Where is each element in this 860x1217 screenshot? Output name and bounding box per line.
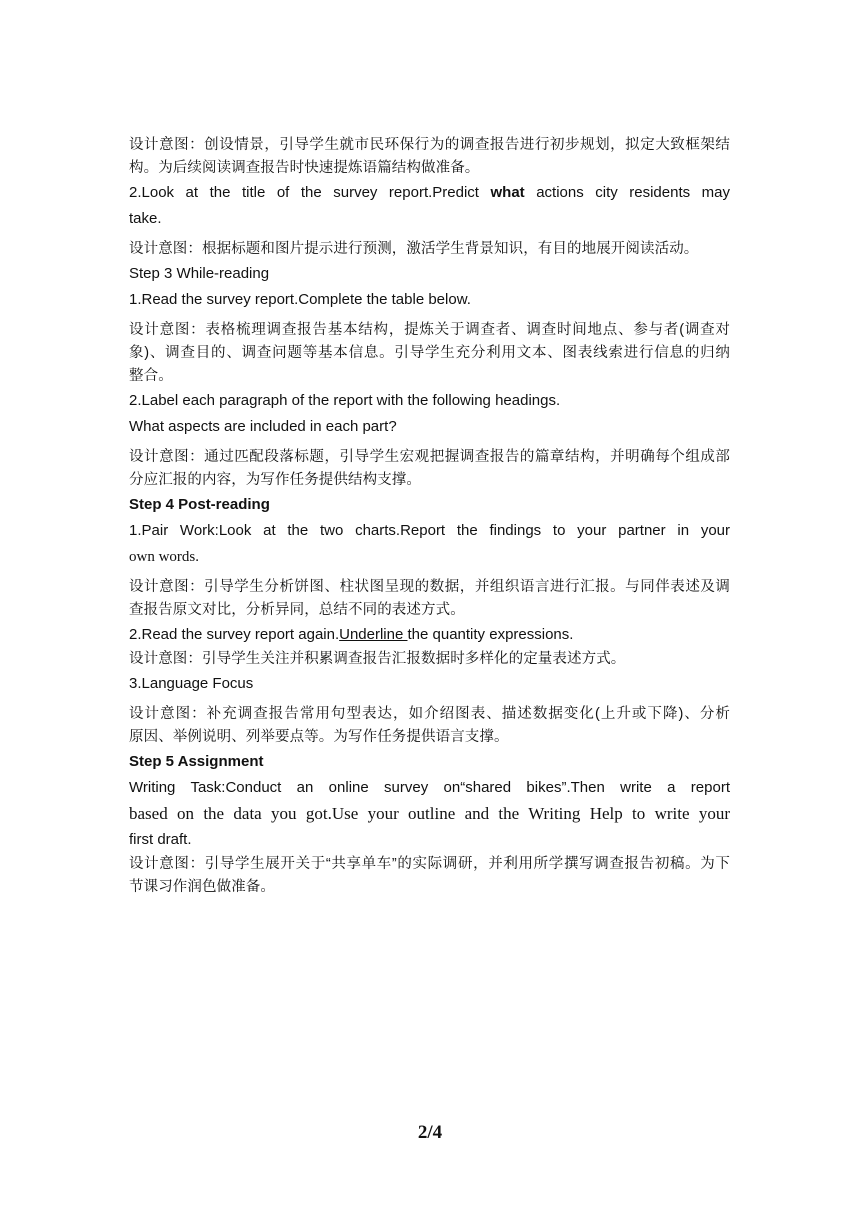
task-paragraph: What aspects are included in each part? — [129, 418, 397, 435]
document-body — [129, 134, 730, 899]
text-line: 设计意图：补充调查报告常用句型表达，如介绍图表、描述数据变化(上升或下降)、分析 — [129, 706, 730, 722]
text-line: based on the data you got.Use your outline and the Writing Help to write your — [129, 804, 730, 823]
task-paragraph — [129, 518, 730, 570]
design-intent-paragraph — [129, 576, 730, 622]
text-line: 象)、调查目的、调查问题等基本信息。引导学生充分利用文本、图表线索进行信息的归纳 — [129, 345, 730, 361]
design-intent-paragraph — [129, 703, 730, 749]
task-paragraph — [129, 775, 730, 853]
underlined-word: Underline — [339, 626, 408, 643]
design-intent-paragraph — [129, 319, 730, 388]
step-heading: Step 3 While-reading — [129, 265, 270, 282]
text-line: Writing Task:Conduct an online survey on“shared bikes”.Then write a report — [129, 779, 730, 796]
task-paragraph: 3.Language Focus — [129, 675, 254, 692]
step-heading: Step 5 Assignment — [129, 753, 264, 770]
design-intent-paragraph: 设计意图：引导学生关注并积累调查报告汇报数据时多样化的定量表述方式。 — [129, 651, 626, 667]
text-line: take. — [129, 210, 162, 227]
text-line — [129, 180, 730, 206]
text-line: 分应汇报的内容，为写作任务提供结构支撑。 — [129, 472, 421, 488]
bold-word: what — [490, 184, 525, 201]
text-line: 设计意图：表格梳理调查报告基本结构，提炼关于调查者、调查时间地点、参与者(调查对 — [129, 322, 730, 338]
task-paragraph: 2.Label each paragraph of the report with the following headings. — [129, 392, 561, 409]
step-heading: Step 4 Post-reading — [129, 496, 270, 513]
text-line: 设计意图：通过匹配段落标题，引导学生宏观把握调查报告的篇章结构，并明确每个组成部 — [129, 449, 730, 465]
text-line: 设计意图：引导学生分析饼图、柱状图呈现的数据，并组织语言进行汇报。与同伴表述及调 — [129, 579, 730, 595]
text-span: the quantity expressions. — [407, 626, 574, 643]
text-line: 查报告原文对比，分析异同，总结不同的表述方式。 — [129, 602, 465, 618]
task-paragraph — [129, 180, 730, 232]
design-intent-paragraph — [129, 134, 730, 180]
text-line: 节课习作润色做准备。 — [129, 879, 275, 895]
design-intent-paragraph — [129, 853, 730, 899]
text-line: 1.Pair Work:Look at the two charts.Report the findings to your partner in your — [129, 522, 730, 539]
task-paragraph: 1.Read the survey report.Complete the table below. — [129, 291, 471, 308]
text-line: 整合。 — [129, 368, 173, 384]
text-line: own words. — [129, 549, 199, 565]
task-paragraph — [129, 622, 730, 648]
page-number: 2/4 — [417, 1122, 443, 1143]
text-span: actions city residents may — [524, 184, 730, 201]
design-intent-paragraph: 设计意图：根据标题和图片提示进行预测，激活学生背景知识，有目的地展开阅读活动。 — [129, 241, 699, 257]
text-line: 设计意图：引导学生展开关于“共享单车”的实际调研，并利用所学撰写调查报告初稿。为下 — [129, 856, 730, 872]
text-line: first draft. — [129, 831, 192, 848]
text-line: 构。为后续阅读调查报告时快速提炼语篇结构做准备。 — [129, 160, 480, 176]
design-intent-paragraph — [129, 446, 730, 492]
text-line: 原因、举例说明、列举要点等。为写作任务提供语言支撑。 — [129, 729, 509, 745]
text-span: 2.Look at the title of the survey report.Predict — [129, 184, 491, 201]
text-line: 设计意图：创设情景，引导学生就市民环保行为的调查报告进行初步规划，拟定大致框架结 — [129, 137, 730, 153]
text-span: 2.Read the survey report again. — [129, 626, 340, 643]
